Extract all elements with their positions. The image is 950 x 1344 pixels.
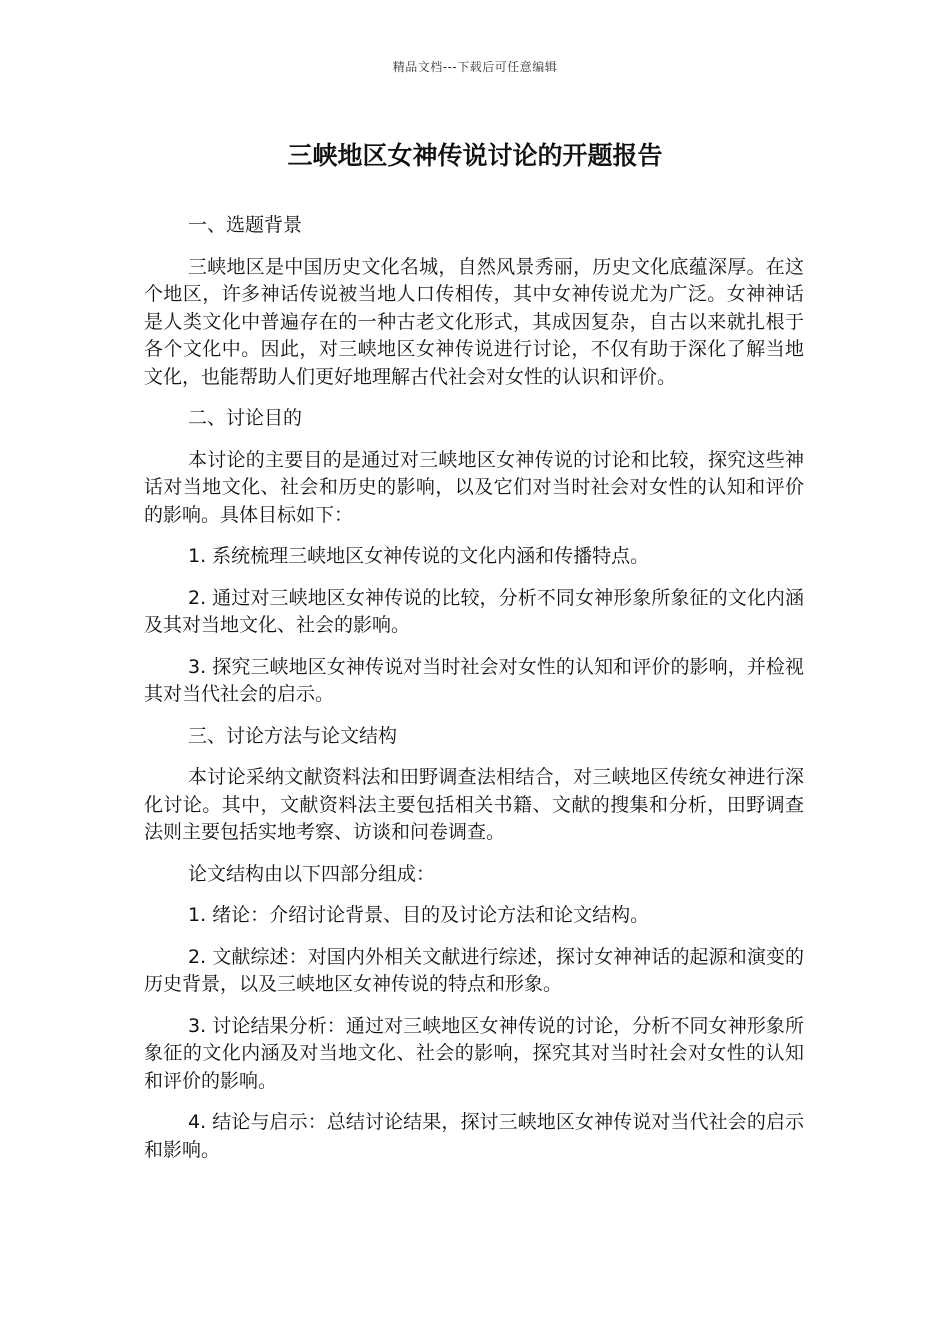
list-item-goal-3: 3. 探究三峡地区女神传说对当时社会对女性的认知和评价的影响，并检视其对当代社会的启示。 [144, 655, 804, 705]
list-item-goal-2: 2. 通过对三峡地区女神传说的比较，分析不同女神形象所象征的文化内涵及其对当地文化、社会的影响。 [144, 586, 804, 636]
list-item-structure-1: 1. 绪论：介绍讨论背景、目的及讨论方法和论文结构。 [188, 904, 650, 926]
section-heading-background: 一、选题背景 [188, 214, 303, 236]
paragraph-method: 本讨论采纳文献资料法和田野调查法相结合，对三峡地区传统女神进行深化讨论。其中，文献资料法主要包括相关书籍、文献的搜集和分析，田野调查法则主要包括实地考察、访谈和问卷调查。 [144, 766, 804, 843]
document-title: 三峡地区女神传说讨论的开题报告 [287, 141, 663, 170]
section-heading-method: 三、讨论方法与论文结构 [188, 724, 398, 747]
paragraph-background: 三峡地区是中国历史文化名城，自然风景秀丽，历史文化底蕴深厚。在这个地区，许多神话传说被当地人口传相传，其中女神传说尤为广泛。女神神话是人类文化中普遍存在的一种古老文化形式，其成因复杂，自古以来就扎根于各个文化中。因此，对三峡地区女神传说进行讨论，不仅有助于深化了解当地文化，也能帮助人们更好地理解古代社会对女性的认识和评价。 [144, 255, 804, 388]
list-item-structure-4: 4. 结论与启示：总结讨论结果，探讨三峡地区女神传说对当代社会的启示和影响。 [144, 1111, 804, 1161]
paragraph-purpose: 本讨论的主要目的是通过对三峡地区女神传说的讨论和比较，探究这些神话对当地文化、社会和历史的影响，以及它们对当时社会对女性的认知和评价的影响。具体目标如下： [144, 448, 804, 526]
document-body [144, 212, 804, 1178]
list-item-structure-2: 2. 文献综述：对国内外相关文献进行综述，探讨女神神话的起源和演变的历史背景，以及三峡地区女神传说的特点和形象。 [144, 945, 804, 995]
page-header-note: 精品文档---下载后可任意编辑 [392, 60, 558, 74]
paragraph-structure-intro: 论文结构由以下四部分组成： [188, 862, 436, 885]
list-item-goal-1: 1. 系统梳理三峡地区女神传说的文化内涵和传播特点。 [188, 545, 650, 567]
section-heading-purpose: 二、讨论目的 [188, 407, 303, 429]
list-item-structure-3: 3. 讨论结果分析：通过对三峡地区女神传说的讨论，分析不同女神形象所象征的文化内涵及对当地文化、社会的影响，探究其对当时社会对女性的认知和评价的影响。 [144, 1014, 804, 1092]
